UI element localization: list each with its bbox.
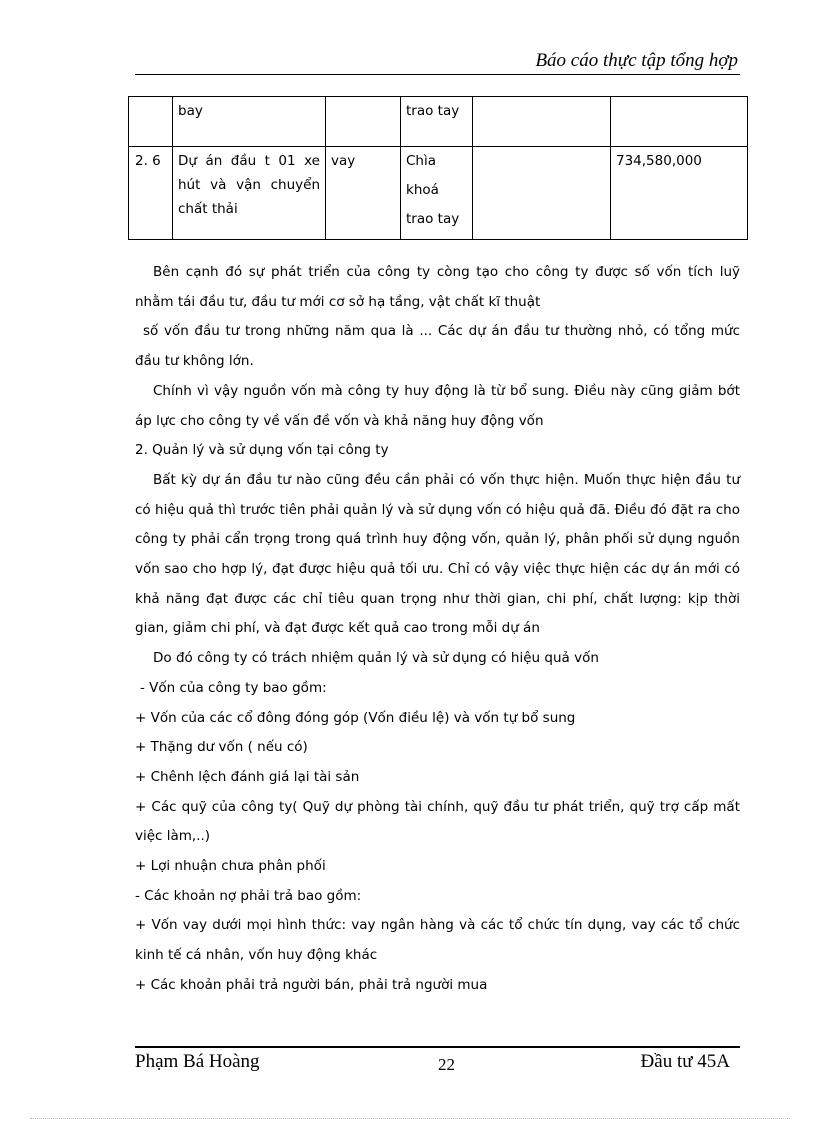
table-row: [129, 97, 748, 147]
section-heading: 2. Quản lý và sử dụng vốn tại công ty: [135, 442, 389, 459]
project-table: [128, 96, 748, 240]
page-number: 22: [438, 1055, 455, 1074]
paragraph: Bất kỳ dự án đầu tư nào cũng đều cần phải có vốn thực hiện. Muốn thực hiện đầu tư có hiệu quả thì trước tiên phải quản lý và sử dụng vốn có hiệu quả đã. Điều đó đặt ra cho công ty phải cẩn trọng trong quá trình huy động vốn, quản lý, phân phối sử dụng nguồn vốn sao cho hợp lý, đạt được hiệu quả tối ưu. Chỉ có vậy việc thực hiện các dự án mới có khả năng đạt được các chỉ tiêu quan trọng như thời gian, chi phí, chất lượng: kịp thời gian, giảm chi phí, và đạt được kết quả cao trong mỗi dự án: [135, 471, 740, 637]
page-header: [135, 50, 740, 75]
row-number: 2. 6: [129, 147, 173, 240]
row-number: [129, 97, 173, 147]
execution-method: Chìa khoá trao tay: [401, 147, 473, 240]
list-item: + Các khoản phải trả người bán, phải trả người mua: [135, 976, 488, 993]
footer-rule: [135, 1046, 740, 1048]
empty-cell: [473, 97, 611, 147]
project-value: 734,580,000: [611, 147, 748, 240]
list-item: + Các quỹ của công ty( Quỹ dự phòng tài chính, quỹ đầu tư phát triển, quỹ trợ cấp mất việc làm,..): [135, 798, 740, 845]
execution-method: trao tay: [401, 97, 473, 147]
list-item: + Thặng dư vốn ( nếu có): [135, 739, 308, 756]
empty-cell: [473, 147, 611, 240]
paragraph: Chính vì vậy nguồn vốn mà công ty huy động là từ bổ sung. Điều này cũng giảm bớt áp lực cho công ty về vấn đề vốn và khả năng huy động vốn: [135, 382, 740, 429]
funding-form: vay: [326, 147, 401, 240]
funding-form: [326, 97, 401, 147]
project-name: Dự án đầu t 01 xe hút và vận chuyển chất thải: [173, 147, 326, 240]
list-item: + Chênh lệch đánh giá lại tài sản: [135, 768, 360, 785]
footer-class: Đầu tư 45A: [640, 1051, 730, 1072]
header-title: Báo cáo thực tập tổng hợp: [535, 50, 738, 71]
body-text: [135, 258, 740, 1001]
paragraph: Bên cạnh đó sự phát triển của công ty còng tạo cho công ty được số vốn tích luỹ nhằm tái đầu tư, đầu tư mới cơ sở hạ tầng, vật chất kĩ thuật: [135, 264, 740, 310]
table-row: [129, 147, 748, 240]
project-value: [611, 97, 748, 147]
list-item: + Lợi nhuận chưa phân phối: [135, 858, 326, 875]
footer-author: Phạm Bá Hoàng: [135, 1051, 260, 1072]
paragraph: Do đó công ty có trách nhiệm quản lý và sử dụng có hiệu quả vốn: [153, 650, 599, 667]
list-item: + Vốn của các cổ đông đóng góp (Vốn điều lệ) và vốn tự bổ sung: [135, 709, 576, 726]
list-item: + Vốn vay dưới mọi hình thức: vay ngân hàng và các tổ chức tín dụng, vay các tổ chức kinh tế cá nhân, vốn huy động khác: [135, 917, 740, 964]
list-heading: - Vốn của công ty bao gồm:: [140, 679, 327, 696]
page-edge: [30, 1118, 790, 1119]
paragraph: số vốn đầu tư trong những năm qua là ... Các dự án đầu tư thường nhỏ, có tổng mức đầu tư không lớn.: [135, 323, 740, 370]
list-heading: - Các khoản nợ phải trả bao gồm:: [135, 887, 362, 904]
project-name: bay: [173, 97, 326, 147]
